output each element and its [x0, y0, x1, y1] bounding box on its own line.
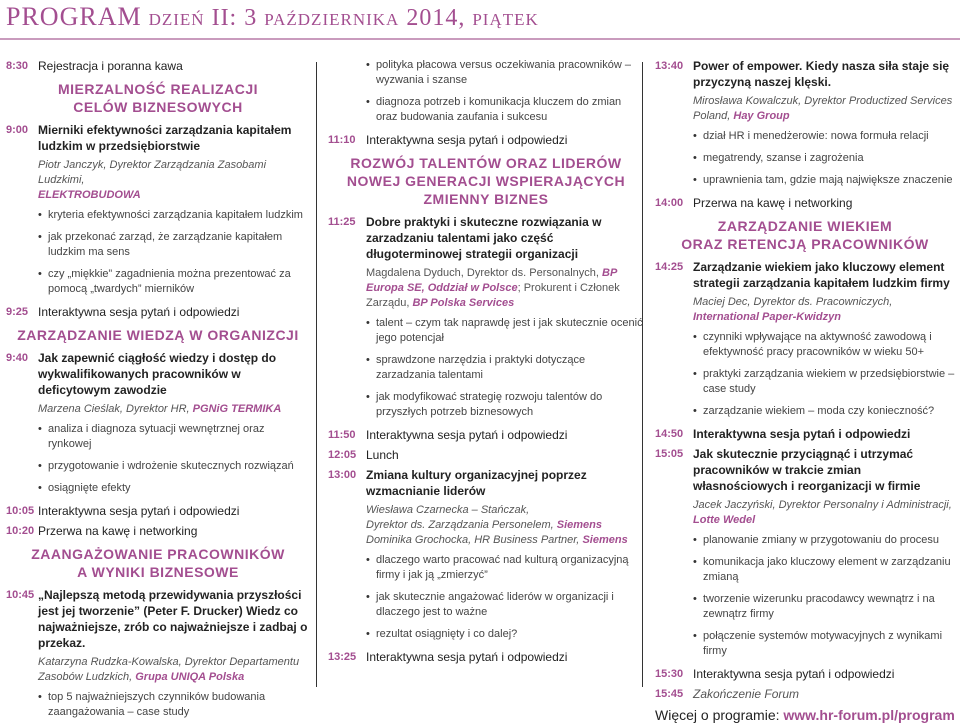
agenda-time: 13:00: [328, 469, 357, 481]
agenda-title: Jak zapewnić ciągłość wiedzy i dostęp do wykwalifikowanych pracowników w deficytowym zawodzie: [38, 351, 277, 397]
speaker-company: Hay Group: [733, 110, 790, 122]
agenda-time: 14:50: [655, 428, 684, 440]
agenda-time: 12:05: [328, 449, 357, 461]
agenda-item: [655, 259, 955, 291]
agenda-time: 13:40: [655, 60, 684, 72]
section-title: ZAANGAŻOWANIE PRACOWNIKÓW A WYNIKI BIZNESOWE: [31, 546, 285, 580]
speaker-company: Siemens: [556, 519, 602, 531]
agenda-time: 11:25: [328, 216, 356, 228]
topic-item: • planowanie zmiany w przygotowaniu do procesu: [693, 533, 955, 548]
speaker-info: [38, 158, 310, 203]
section-title: ROZWÓJ TALENTÓW ORAZ LIDERÓW NOWEJ GENERACJI WSPIERAJĄCYCH ZMIENNY BIZNES: [346, 155, 626, 207]
topic-item: • połączenie systemów motywacyjnych z wynikami firmy: [693, 629, 955, 659]
topic-item: • przygotowanie i wdrożenie skutecznych rozwiązań: [38, 459, 310, 474]
agenda-item: [328, 214, 644, 262]
speaker-company: PGNiG TERMIKA: [192, 403, 282, 415]
topic-item: • osiągnięte efekty: [38, 481, 310, 496]
speaker-info: [693, 498, 955, 528]
agenda-item: [6, 304, 310, 320]
agenda-time: 11:50: [328, 429, 356, 441]
speaker-name: Piotr Janczyk, Dyrektor Zarządzania Zasobami Ludzkimi,: [38, 159, 267, 186]
column-divider-1: [316, 62, 317, 687]
agenda-item: [328, 649, 644, 665]
program-link-label: Więcej o programie:: [655, 707, 784, 723]
program-heading: PROGRAM: [6, 2, 142, 31]
speaker-role: Dyrektor ds. Zarządzania Personelem,: [366, 519, 554, 531]
section-title: MIERZALNOŚĆ REALIZACJI CELÓW BIZNESOWYCH: [58, 81, 258, 115]
speaker-company: International Paper-Kwidzyn: [693, 311, 841, 323]
agenda-title: Mierniki efektywności zarządzania kapitałem ludzkim w przedsiębiorstwie: [38, 123, 292, 153]
agenda-item: [655, 58, 955, 90]
speaker-company: Siemens: [582, 534, 628, 546]
agenda-title: Interaktywna sesja pytań i odpowiedzi: [366, 650, 568, 664]
agenda-time: 15:45: [655, 688, 684, 700]
speaker-company: ELEKTROBUDOWA: [38, 189, 141, 201]
topic-list: [6, 690, 310, 720]
agenda-time: 14:25: [655, 261, 684, 273]
agenda-title: Interaktywna sesja pytań i odpowiedzi: [38, 504, 240, 518]
agenda-item: [655, 666, 955, 682]
program-url-link[interactable]: www.hr-forum.pl/program: [783, 707, 955, 723]
agenda-item: [655, 446, 955, 494]
agenda-item: [328, 467, 644, 499]
speaker-info: [366, 503, 644, 548]
topic-item: • top 5 najważniejszych czynników budowania zaangażowania – case study: [38, 690, 310, 720]
topic-item: • megatrendy, szanse i zagrożenia: [693, 151, 955, 166]
topic-item: • praktyki zarządzania wiekiem w przedsiębiorstwie – case study: [693, 367, 955, 397]
topic-item: • talent – czym tak naprawdę jest i jak skutecznie ocenić jego potencjał: [366, 316, 644, 346]
speaker-info: [693, 94, 955, 124]
agenda-title: Interaktywna sesja pytań i odpowiedzi: [693, 667, 895, 681]
agenda-time: 9:25: [6, 306, 29, 318]
topic-item: • rezultat osiągnięty i co dalej?: [366, 627, 644, 642]
topic-item: • polityka płacowa versus oczekiwania pracowników – wyzwania i szanse: [366, 58, 644, 88]
program-link: [655, 706, 955, 724]
agenda-title: Jak skutecznie przyciągnąć i utrzymać pracowników w trakcie zmian własnościowych i reorganizacji w firmie: [693, 447, 921, 493]
agenda-item: [328, 132, 644, 148]
agenda-time: 10:45: [6, 589, 35, 601]
speaker-name: Jacek Jaczyński, Dyrektor Personalny i Administracji,: [693, 499, 952, 511]
agenda-title: Przerwa na kawę i networking: [693, 196, 853, 210]
page-title: [6, 0, 956, 34]
speaker-name: Mirosława Kowalczuk, Dyrektor Productized Services Poland,: [693, 95, 953, 122]
speaker-info: [38, 655, 310, 685]
topic-item: • czynniki wpływające na aktywność zawodową i efektywność pracy pracowników w wieku 50+: [693, 330, 955, 360]
agenda-title: Zmiana kultury organizacyjnej poprzez wzmacnianie liderów: [366, 468, 587, 498]
agenda-time: 15:30: [655, 668, 684, 680]
agenda-title: Interaktywna sesja pytań i odpowiedzi: [366, 133, 568, 147]
agenda-title: Dobre praktyki i skuteczne rozwiązania w zarzadzaniu talentami jako część długoterminowej strategii organizacji: [366, 215, 602, 261]
agenda-title: Zarządzanie wiekiem jako kluczowy element strategii zarządzania kapitałem ludzkim firmy: [693, 260, 950, 290]
agenda-time: 15:05: [655, 448, 684, 460]
speaker-name: Katarzyna Rudzka-Kowalska, Dyrektor Departamentu Zasobów Ludzkich,: [38, 656, 300, 683]
topic-item: • jak modyfikować strategię rozwoju talentów do przyszłych potrzeb biznesowych: [366, 390, 644, 420]
agenda-time: 9:40: [6, 352, 29, 364]
header-divider: [0, 38, 960, 40]
agenda-time: 10:05: [6, 505, 35, 517]
agenda-time: 13:25: [328, 651, 357, 663]
topic-item: • jak skutecznie angażować liderów w organizacji i dlaczego jest to ważne: [366, 590, 644, 620]
agenda-item: [655, 426, 955, 442]
agenda-title: Interaktywna sesja pytań i odpowiedzi: [366, 428, 568, 442]
agenda-item: [328, 427, 644, 443]
program-column-2: [328, 58, 644, 669]
agenda-title: „Najlepszą metodą przewidywania przyszłości jest jej tworzenie” (Peter F. Drucker) Wiedz co najważniejsze, zrób co najważniejsze i zadbaj o przekaz.: [38, 588, 308, 650]
agenda-title: Lunch: [366, 448, 399, 462]
topic-item: • czy „miękkie” zagadnienia można prezentować za pomocą „twardych” mierników: [38, 267, 310, 297]
topic-item: • tworzenie wizerunku pracodawcy wewnątrz i na zewnątrz firmy: [693, 592, 955, 622]
topic-list: [6, 422, 310, 496]
speaker-name: Marzena Cieślak, Dyrektor HR,: [38, 403, 190, 415]
speaker-info: [366, 266, 644, 311]
agenda-time: 14:00: [655, 197, 684, 209]
speaker-company: Lotte Wedel: [693, 514, 756, 526]
topic-item: • jak przekonać zarząd, że zarządzanie kapitałem ludzkim ma sens: [38, 230, 310, 260]
agenda-item: [328, 447, 644, 463]
topic-item: • uprawnienia tam, gdzie mają największe znaczenie: [693, 173, 955, 188]
topic-item: • sprawdzone narzędzia i praktyki dotyczące zarzadzania talentami: [366, 353, 644, 383]
topic-item: • diagnoza potrzeb i komunikacja kluczem do zmian oraz budowania zaufania i sukcesu: [366, 95, 644, 125]
agenda-title: Interaktywna sesja pytań i odpowiedzi: [693, 427, 911, 441]
topic-item: • komunikacja jako kluczowy element w zarządzaniu zmianą: [693, 555, 955, 585]
agenda-title: Zakończenie Forum: [693, 687, 800, 701]
speaker-company: BP Europa SE, Oddział w Polsce: [366, 267, 617, 294]
topic-list: [655, 330, 955, 419]
topic-item: • dział HR i menedżerowie: nowa formuła relacji: [693, 129, 955, 144]
section-title: ZARZĄDZANIE WIEDZĄ W ORGANIZCJI: [17, 327, 299, 343]
speaker-company: BP Polska Services: [412, 297, 515, 309]
agenda-time: 11:10: [328, 134, 356, 146]
topic-list: [6, 208, 310, 297]
agenda-title: Interaktywna sesja pytań i odpowiedzi: [38, 305, 240, 319]
speaker-name: Wiesława Czarnecka – Stańczak,: [366, 504, 530, 516]
agenda-title: Przerwa na kawę i networking: [38, 524, 198, 538]
speaker-name: Magdalena Dyduch, Dyrektor ds. Personalnych,: [366, 267, 599, 279]
agenda-item: [6, 503, 310, 519]
day-heading: dzień II: 3 października 2014, piątek: [148, 5, 539, 31]
speaker-info: [38, 402, 310, 417]
agenda-item: [6, 350, 310, 398]
topic-list: [655, 533, 955, 659]
agenda-item: [6, 523, 310, 539]
speaker-name: Dominika Grochocka, HR Business Partner,: [366, 534, 580, 546]
topic-list: [328, 58, 644, 125]
agenda-time: 10:20: [6, 525, 35, 537]
agenda-title: Rejestracja i poranna kawa: [38, 59, 183, 73]
topic-item: • dlaczego warto pracować nad kulturą organizacyjną firmy i jak ją „zmierzyć”: [366, 553, 644, 583]
speaker-company: Grupa UNIQA Polska: [135, 671, 245, 683]
agenda-time: 8:30: [6, 60, 29, 72]
topic-item: • zarządzanie wiekiem – moda czy konieczność?: [693, 404, 955, 419]
topic-list: [328, 553, 644, 642]
topic-list: [655, 129, 955, 188]
agenda-item: [6, 58, 310, 74]
speaker-role: ; Prokurent i Członek Zarządu,: [366, 282, 620, 309]
section-title: ZARZĄDZANIE WIEKIEM ORAZ RETENCJĄ PRACOWNIKÓW: [681, 218, 929, 252]
agenda-title: Power of empower. Kiedy nasza siła staje się przyczyną naszej klęski.: [693, 59, 950, 89]
agenda-item: [655, 195, 955, 211]
topic-list: [328, 316, 644, 420]
topic-item: • analiza i diagnoza sytuacji wewnętrznej oraz rynkowej: [38, 422, 310, 452]
agenda-item: [6, 587, 310, 651]
program-column-1: [6, 58, 310, 727]
topic-item: • kryteria efektywności zarządzania kapitałem ludzkim: [38, 208, 310, 223]
agenda-time: 9:00: [6, 124, 29, 136]
agenda-item: [655, 686, 955, 702]
speaker-info: [693, 295, 955, 325]
program-column-3: [655, 58, 955, 724]
agenda-item: [6, 122, 310, 154]
speaker-name: Maciej Dec, Dyrektor ds. Pracowniczych,: [693, 296, 893, 308]
